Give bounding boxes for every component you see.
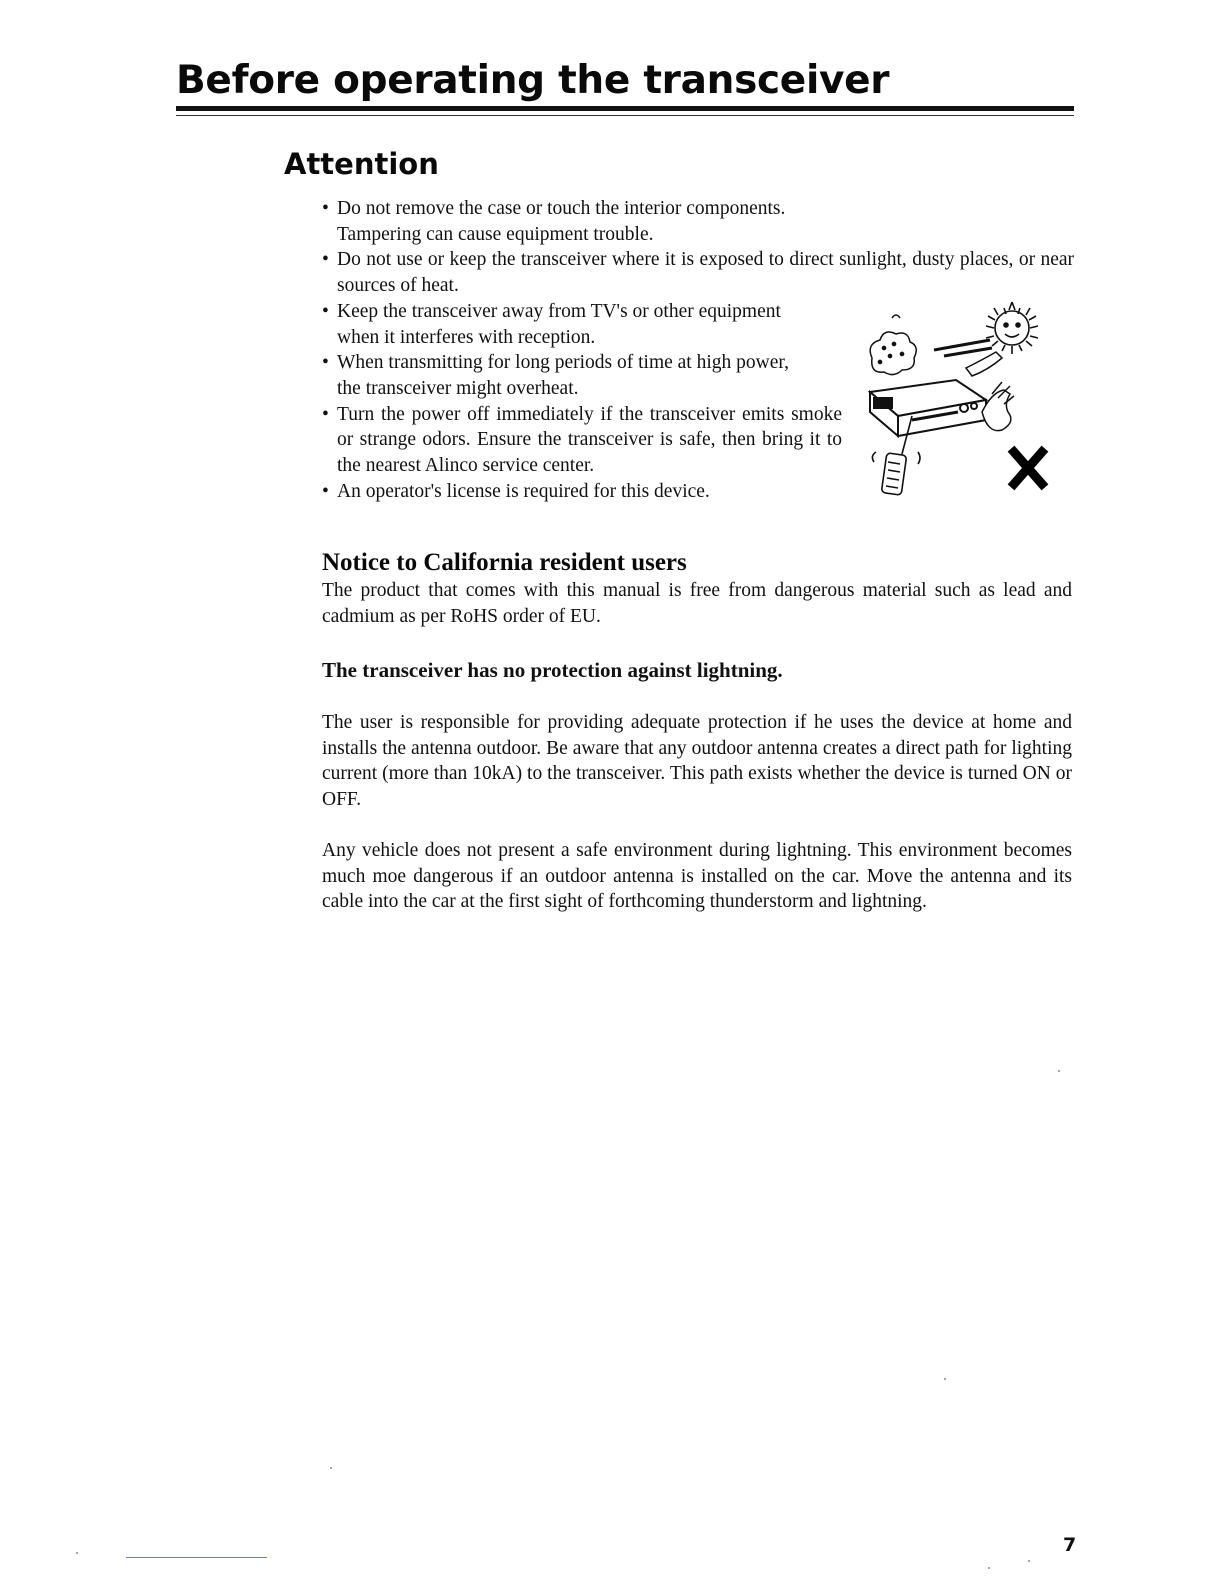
list-item-text: Do not use or keep the transceiver where it is exposed to direct sunlight, dusty places, or near sources of heat. <box>337 249 1074 297</box>
hazard-illustration <box>862 296 1062 506</box>
list-item <box>322 350 842 401</box>
list-item-line: Tampering can cause equipment trouble. <box>337 223 654 245</box>
lightning-paragraph-vehicle: Any vehicle does not present a safe environment during lightning. This environment becomes much moe dangerous if an outdoor antenna is installed on the car. Move the antenna and its cable into the car at the first sight of forthcoming thunderstorm and lightning. <box>322 840 1072 913</box>
page-number: 7 <box>1063 1534 1077 1556</box>
transceiver-icon <box>870 380 986 436</box>
title-rule-thin <box>176 115 1074 116</box>
list-item-line: • When transmitting for long periods of time at high power, <box>337 352 789 374</box>
lightning-warning-heading: The transceiver has no protection against lightning. <box>322 658 783 682</box>
title-rule-thick <box>176 106 1074 111</box>
list-item-line: • Do not remove the case or touch the interior components. <box>337 198 786 219</box>
list-item <box>322 247 1074 298</box>
scan-speck <box>944 1378 946 1380</box>
dust-cloud-icon <box>870 315 916 375</box>
list-item <box>322 402 842 479</box>
list-item-line: • Keep the transceiver away from TV's or other equipment <box>337 300 781 322</box>
attention-heading: Attention <box>284 147 439 181</box>
scan-speck <box>1028 1560 1030 1562</box>
list-item <box>322 196 1074 247</box>
scan-speck <box>1058 1070 1060 1072</box>
page-title: Before operating the transceiver <box>176 58 890 103</box>
scan-speck <box>988 1567 990 1569</box>
scan-speck <box>330 1467 332 1469</box>
california-notice-heading: Notice to California resident users <box>322 549 687 576</box>
footer-rule <box>126 1557 267 1558</box>
list-item-line: when it interferes with reception. <box>337 326 596 348</box>
california-notice-text: The product that comes with this manual is free from dangerous material such as lead and cadmium as per RoHS order of EU. <box>322 580 1072 627</box>
list-item-line: the transceiver might overheat. <box>337 377 579 399</box>
list-item-text: An operator's license is required for this device. <box>337 480 710 502</box>
list-item <box>322 299 842 350</box>
scan-speck <box>76 1552 78 1554</box>
heat-rays-icon <box>934 340 992 356</box>
lightning-paragraph-user: The user is responsible for providing adequate protection if he uses the device at home and installs the antenna outdoor. Be aware that any outdoor antenna creates a direct path for lighting current (more than 10kA) to the transceiver. This path exists whether the device is turned ON or OFF. <box>322 712 1072 811</box>
prohibited-x-icon <box>1014 452 1042 484</box>
sun-icon <box>986 302 1038 354</box>
list-item-text: Turn the power off immediately if the transceiver emits smoke or strange odors. Ensure the transceiver is safe, then bring it to the nearest Alinco service center. <box>337 403 842 477</box>
